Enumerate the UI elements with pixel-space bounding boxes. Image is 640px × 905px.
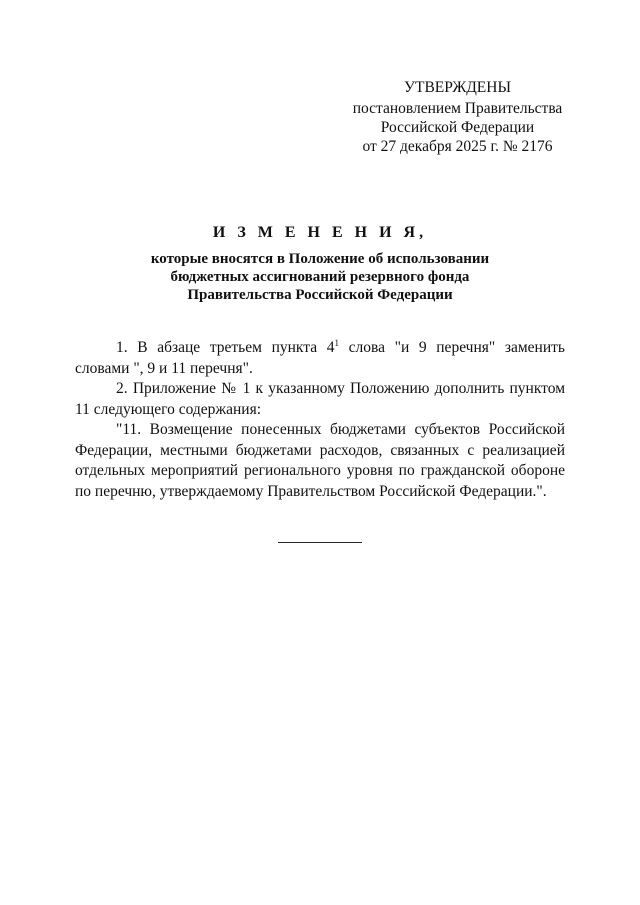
paragraph-1-text-end: слова "и 9 перечня" заменить словами ", 9 и 11 перечня". [75,339,565,377]
paragraph-3: "11. Возмещение понесенных бюджетами субъектов Российской Федерации, местными бюджетами расходов, связанных с реализацией отдельных мероприятий регионального уровня по гражданской обороне по перечню, утверждаемому Правительством Российской Федерации.". [75,421,565,500]
document-body [75,338,565,502]
approval-block [340,78,575,156]
end-divider [278,542,362,543]
paragraph-2: 2. Приложение № 1 к указанному Положению дополнить пунктом 11 следующего содержания: [75,380,565,418]
approval-line-1: постановлением Правительства [352,100,563,117]
subtitle-line-1: которые вносятся в Положение об использовании [150,251,490,267]
paragraph-1-text-start: 1. В абзаце третьем пункта 4 [116,339,335,356]
subtitle-line-2: бюджетных ассигнований резервного фонда [170,269,470,285]
approval-line-2: Российской Федерации [380,119,535,136]
paragraph-1-superscript: 1 [334,338,339,348]
subtitle-line-3: Правительства Российской Федерации [187,287,453,303]
document-subtitle [100,250,540,304]
paragraph-1 [75,338,565,379]
document-title: И З М Е Н Е Н И Я, [212,224,428,241]
approval-line-3: от 27 декабря 2025 г. № 2176 [362,138,553,155]
approval-heading: УТВЕРЖДЕНЫ [404,79,511,96]
